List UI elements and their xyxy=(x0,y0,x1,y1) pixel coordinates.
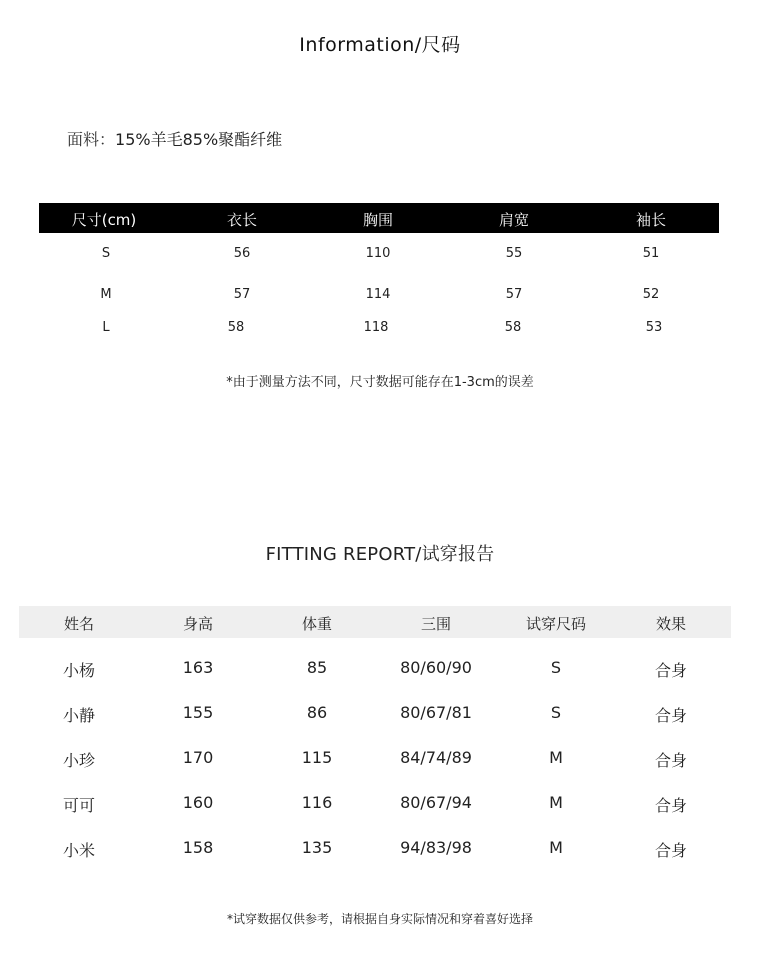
fit-cell: S xyxy=(550,658,562,677)
fitting-disclaimer: *试穿数据仅供参考，请根据自身实际情况和穿着喜好选择 xyxy=(226,912,533,926)
size-cell: 56 xyxy=(233,246,251,261)
size-cell: 52 xyxy=(642,287,660,302)
fitting-table-row xyxy=(0,658,760,680)
fitting-table-row xyxy=(0,793,760,815)
fit-cell: 合身 xyxy=(654,706,688,725)
size-disclaimer: *由于测量方法不同，尺寸数据可能存在1-3cm的误差 xyxy=(226,375,534,390)
size-table-row xyxy=(0,320,760,340)
size-table-header xyxy=(39,203,719,233)
fit-cell: 可可 xyxy=(62,796,96,815)
fit-cell: 115 xyxy=(301,748,333,767)
fit-cell: M xyxy=(549,748,563,767)
fit-cell: 合身 xyxy=(654,841,688,860)
size-cell: S xyxy=(101,246,111,261)
size-header-sleeve: 袖长 xyxy=(635,211,667,229)
size-header-chest: 胸围 xyxy=(362,211,394,229)
fit-cell: 小米 xyxy=(62,841,96,860)
fit-cell: 94/83/98 xyxy=(400,838,472,857)
fit-cell: M xyxy=(549,838,563,857)
size-cell: 58 xyxy=(504,320,522,335)
fit-cell: 小静 xyxy=(62,706,96,725)
fabric-label: 面料： xyxy=(67,130,116,149)
size-cell: 55 xyxy=(505,246,523,261)
size-header-shoulder: 肩宽 xyxy=(498,211,530,229)
size-cell: M xyxy=(100,287,112,302)
fit-cell: 合身 xyxy=(654,751,688,770)
fit-cell: 170 xyxy=(182,748,214,767)
size-header-length: 衣长 xyxy=(226,211,258,229)
size-cell: 53 xyxy=(645,320,663,335)
fit-cell: 155 xyxy=(182,703,214,722)
size-cell: 51 xyxy=(642,246,660,261)
fit-cell: 80/67/81 xyxy=(400,703,472,722)
fitting-table-header xyxy=(19,606,731,638)
size-cell: 110 xyxy=(365,246,391,261)
size-cell: 118 xyxy=(363,320,389,335)
fit-cell: 合身 xyxy=(654,796,688,815)
fit-cell: 小杨 xyxy=(62,661,96,680)
fitting-table-row xyxy=(0,748,760,770)
size-cell: 57 xyxy=(233,287,251,302)
fit-cell: 合身 xyxy=(654,661,688,680)
fabric-value: 15%羊毛85%聚酯纤维 xyxy=(115,130,283,149)
size-cell: 57 xyxy=(505,287,523,302)
fitting-table-row xyxy=(0,838,760,860)
fit-header-size: 试穿尺码 xyxy=(525,615,587,633)
size-cell: 114 xyxy=(365,287,391,302)
fit-cell: 158 xyxy=(182,838,214,857)
fit-header-measurements: 三围 xyxy=(420,615,452,633)
fit-cell: 160 xyxy=(182,793,214,812)
fabric-composition xyxy=(67,127,282,150)
fit-header-name: 姓名 xyxy=(63,615,95,633)
fit-cell: 80/60/90 xyxy=(400,658,472,677)
fit-cell: 135 xyxy=(301,838,333,857)
size-table-row xyxy=(0,287,760,307)
fit-header-weight: 体重 xyxy=(301,615,333,633)
fit-cell: 80/67/94 xyxy=(400,793,472,812)
fit-cell: S xyxy=(550,703,562,722)
fit-cell: 小珍 xyxy=(62,751,96,770)
fit-cell: 116 xyxy=(301,793,333,812)
fit-cell: 86 xyxy=(306,703,328,722)
size-cell: 58 xyxy=(227,320,245,335)
size-header-size: 尺寸(cm) xyxy=(71,211,137,229)
size-table-row xyxy=(0,246,760,266)
fitting-table-row xyxy=(0,703,760,725)
fit-header-height: 身高 xyxy=(182,615,214,633)
fit-cell: M xyxy=(549,793,563,812)
size-cell: L xyxy=(102,320,110,335)
fit-header-result: 效果 xyxy=(655,615,687,633)
fit-cell: 84/74/89 xyxy=(400,748,472,767)
fit-cell: 163 xyxy=(182,658,214,677)
fit-cell: 85 xyxy=(306,658,328,677)
fitting-report-title: FITTING REPORT/试穿报告 xyxy=(265,544,495,565)
information-title: Information/尺码 xyxy=(299,34,461,56)
